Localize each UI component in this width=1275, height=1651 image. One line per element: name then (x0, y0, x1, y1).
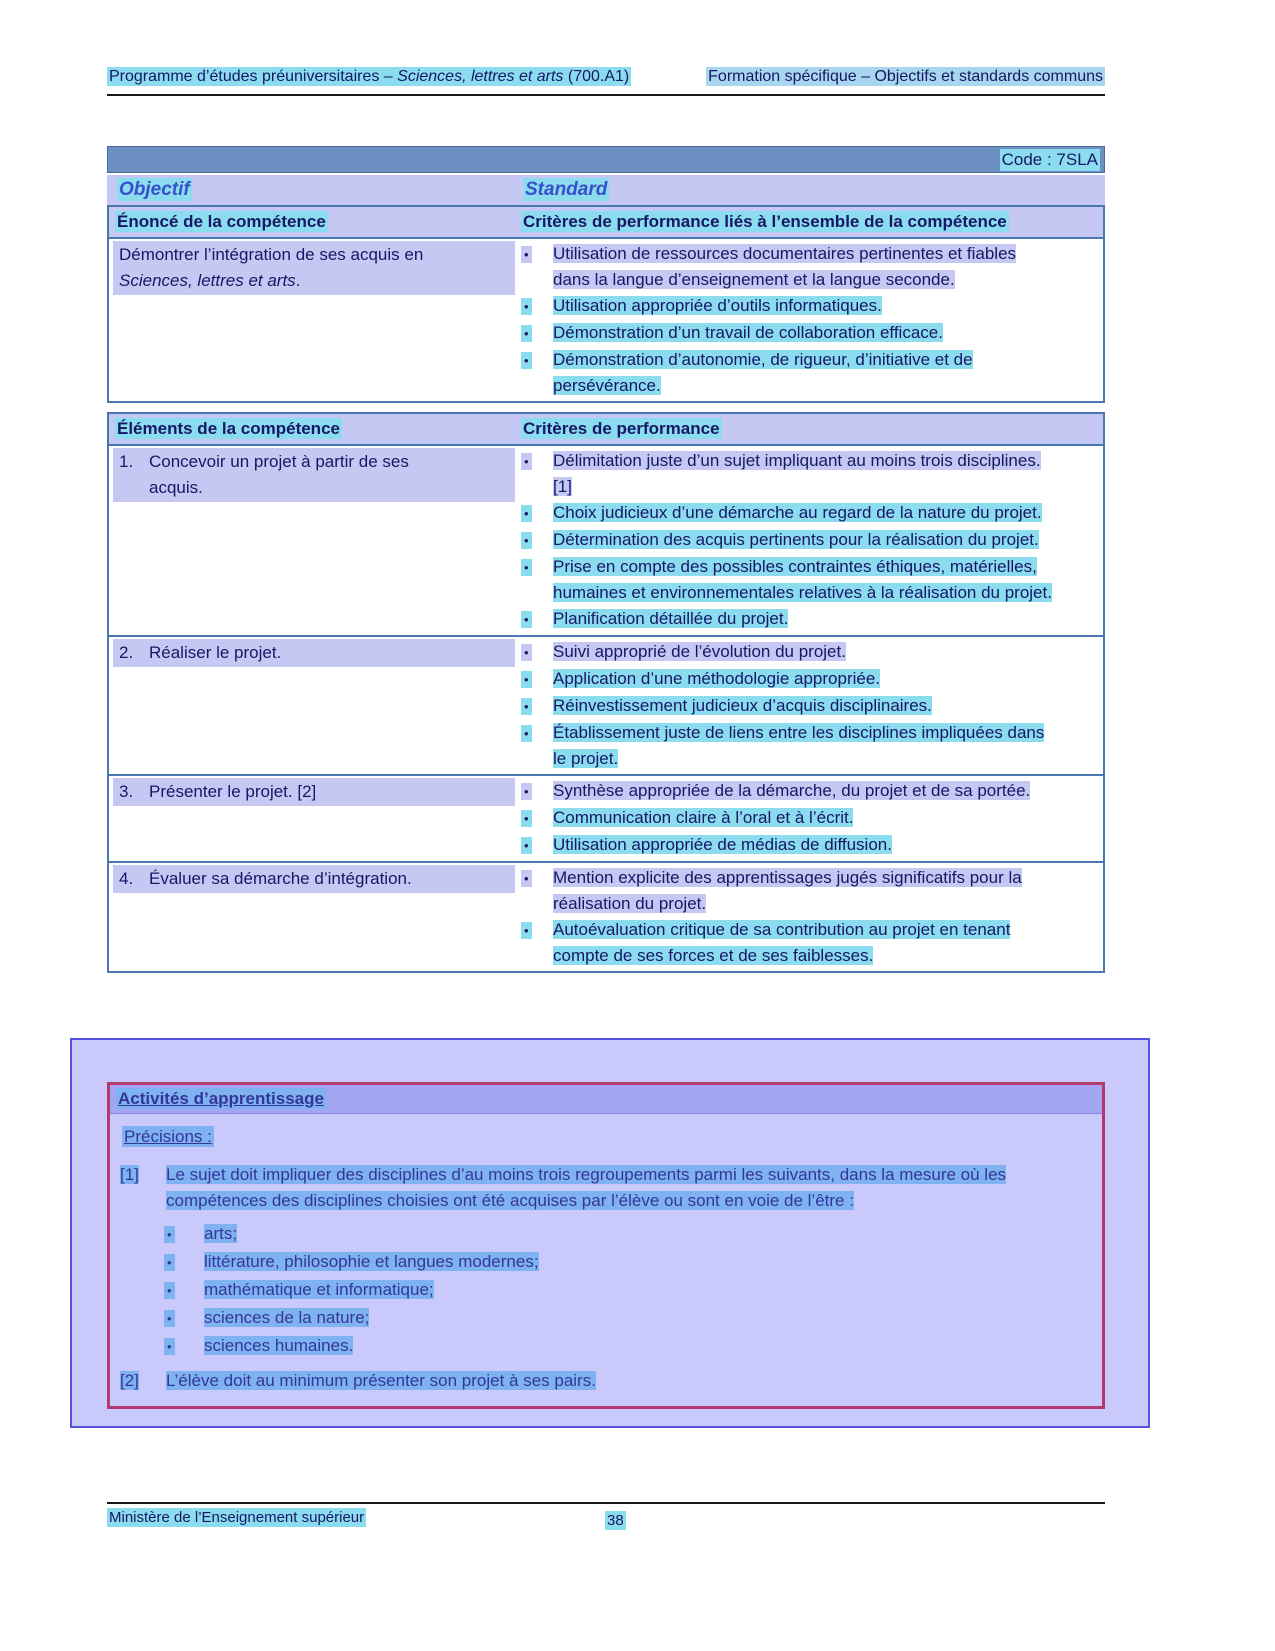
note-2 (120, 1368, 1090, 1394)
element-1-text: Concevoir un projet à partir de ses acquis. (149, 452, 409, 497)
activities-title: Activités d’apprentissage (118, 1089, 324, 1108)
note-1-marker (120, 1162, 166, 1214)
criteria-item (515, 554, 1057, 606)
header-left-title (107, 66, 631, 88)
elements-table (107, 412, 1105, 973)
criteria-text: Choix judicieux d’une démarche au regard de la nature du projet. (553, 503, 1042, 522)
code-label: Code : 7SLA (1001, 149, 1098, 169)
bullet-icon: • (515, 639, 553, 666)
criteria-item (515, 500, 1057, 527)
note-2-marker-text: [2] (120, 1371, 139, 1390)
bullet-icon: • (515, 805, 553, 832)
criteria-text: Utilisation appropriée de médias de diffusion. (553, 835, 892, 854)
competence-statement-cell (109, 239, 515, 401)
criteria-text: Démonstration d’un travail de collaboration efficace. (553, 323, 943, 342)
criteria-text: Application d’une méthodologie appropriée. (553, 669, 881, 688)
note-1 (120, 1162, 1090, 1214)
competence-statement-text (119, 242, 471, 294)
element-2-criteria-list (515, 639, 1057, 772)
header-right-text: Formation spécifique – Objectifs et standards communs (708, 68, 1103, 85)
activities-box (107, 1082, 1105, 1409)
subitem-text: littérature, philosophie et langues modernes; (204, 1252, 539, 1271)
element-row-1 (109, 446, 1103, 635)
precisions-text: Précisions : (124, 1127, 212, 1146)
page-header (107, 66, 1105, 96)
element-3-criteria-cell (515, 776, 1103, 861)
element-2-label (113, 639, 515, 667)
subitem-text: sciences humaines. (204, 1336, 354, 1355)
col-header-elements-text: Éléments de la compétence (117, 419, 340, 438)
criteria-item (515, 693, 1057, 720)
bullet-icon: • (515, 832, 553, 859)
note-2-marker (120, 1368, 166, 1394)
objectif-label: Objectif (119, 179, 190, 200)
element-1-cell (109, 446, 515, 635)
bullet-icon: • (515, 778, 553, 805)
criteria-text: Suivi approprié de l’évolution du projet. (553, 642, 846, 661)
bullet-icon: • (164, 1304, 204, 1332)
subitem (164, 1220, 1090, 1248)
col-header-criteres-ensemble (515, 207, 1103, 237)
element-3-cell (109, 776, 515, 861)
bullet-icon: • (515, 320, 553, 347)
objectif-column (107, 179, 513, 201)
criteria-text: Planification détaillée du projet. (553, 609, 789, 628)
criteria-item (515, 448, 1057, 500)
criteria-text: Mention explicite des apprentissages jugés significatifs pour la réalisation du projet. (553, 868, 1022, 913)
criteria-text: Détermination des acquis pertinents pour la réalisation du projet. (553, 530, 1039, 549)
criteria-item (515, 293, 1057, 320)
criteria-item (515, 639, 1057, 666)
subitem-text: sciences de la nature; (204, 1308, 370, 1327)
element-1-criteria-cell (515, 446, 1103, 635)
bullet-icon: • (164, 1248, 204, 1276)
note-1-marker-text: [1] (120, 1165, 139, 1184)
criteria-item (515, 805, 1057, 832)
criteria-item (515, 241, 1057, 293)
note-1-subitems (164, 1220, 1090, 1360)
bullet-icon: • (515, 554, 553, 606)
col-header-elements (109, 414, 515, 444)
subitem (164, 1332, 1090, 1360)
element-4-label (113, 865, 515, 893)
element-4-criteria-cell (515, 863, 1103, 971)
page-footer (107, 1502, 1105, 1534)
element-row-3 (109, 774, 1103, 861)
criteria-item (515, 347, 1057, 399)
code-banner (107, 146, 1105, 173)
note-1-text: Le sujet doit impliquer des disciplines d’au moins trois regroupements parmi les suivants, dans la mesure où les compétences des disciplines choisies ont été acquises par l’élève ou sont en voie de l’être : (166, 1165, 1007, 1210)
element-4-criteria-list (515, 865, 1057, 969)
statement-prefix: Démontrer l’intégration de ses acquis en (119, 245, 424, 264)
header-left-suffix: (700.A1) (563, 68, 630, 85)
criteria-text: Établissement juste de liens entre les disciplines impliquées dans le projet. (553, 723, 1045, 768)
col-header-criteres (515, 414, 1103, 444)
criteria-text: Synthèse appropriée de la démarche, du projet et de sa portée. (553, 781, 1031, 800)
col-header-enonce (109, 207, 515, 237)
bullet-icon: • (515, 865, 553, 917)
criteria-item (515, 832, 1057, 859)
subitem (164, 1276, 1090, 1304)
criteria-item (515, 720, 1057, 772)
element-2-number: 2. (119, 643, 134, 662)
criteria-item (515, 606, 1057, 633)
activities-body (110, 1114, 1102, 1406)
bullet-icon: • (164, 1332, 204, 1360)
bullet-icon: • (515, 666, 553, 693)
bullet-icon: • (515, 917, 553, 969)
col-header-criteres-text: Critères de performance (523, 419, 720, 438)
element-3-label (113, 778, 515, 806)
criteria-item (515, 666, 1057, 693)
bullet-icon: • (515, 347, 553, 399)
element-2-criteria-cell (515, 637, 1103, 774)
header-left-prefix: Programme d’études préuniversitaires – (109, 68, 398, 85)
precisions-label (122, 1124, 1090, 1150)
criteria-item (515, 865, 1057, 917)
element-3-criteria-list (515, 778, 1057, 859)
element-1-label (113, 448, 515, 502)
standard-label: Standard (525, 179, 608, 200)
activities-header (110, 1085, 1102, 1114)
criteria-item (515, 527, 1057, 554)
bullet-icon: • (515, 500, 553, 527)
criteria-text: Prise en compte des possibles contraintes éthiques, matérielles, humaines et environnementales relatives à la réalisation du projet. (553, 557, 1052, 602)
element-2-text: Réaliser le projet. (149, 643, 282, 662)
bullet-icon: • (515, 293, 553, 320)
criteria-text: Communication claire à l’oral et à l’écrit. (553, 808, 854, 827)
footer-page-number: 38 (607, 1512, 624, 1529)
header-left-highlight (107, 67, 631, 86)
bullet-icon: • (515, 693, 553, 720)
note-1-body (166, 1162, 1090, 1214)
element-1-criteria-list (515, 448, 1057, 633)
criteria-text: Autoévaluation critique de sa contribution au projet en tenant compte de ses forces et de ses faiblesses. (553, 920, 1011, 965)
competence-table (107, 205, 1105, 403)
criteria-text: Utilisation de ressources documentaires pertinentes et fiables dans la langue d’enseignement et la langue seconde. (553, 244, 1017, 289)
element-4-number: 4. (119, 869, 134, 888)
subitem (164, 1304, 1090, 1332)
header-right-title (706, 66, 1105, 88)
competence-row (109, 239, 1103, 401)
subitem (164, 1248, 1090, 1276)
bullet-icon: • (164, 1276, 204, 1304)
element-row-2 (109, 635, 1103, 774)
bullet-icon: • (164, 1220, 204, 1248)
bullet-icon: • (515, 606, 553, 633)
competence-criteria-list (515, 241, 1057, 399)
element-row-4 (109, 861, 1103, 971)
criteria-text: Délimitation juste d’un sujet impliquant au moins trois disciplines. [1] (553, 451, 1041, 496)
col-header-criteres-ensemble-text: Critères de performance liés à l’ensemble de la compétence (523, 212, 1007, 231)
note-2-text: L’élève doit au minimum présenter son projet à ses pairs. (166, 1371, 596, 1390)
bullet-icon: • (515, 448, 553, 500)
criteria-item (515, 778, 1057, 805)
competence-criteria-cell (515, 239, 1103, 401)
criteria-text: Réinvestissement judicieux d’acquis disciplinaires. (553, 696, 932, 715)
element-2-cell (109, 637, 515, 774)
standard-column (513, 179, 609, 201)
header-left-italic: Sciences, lettres et arts (397, 68, 564, 85)
competence-statement (113, 241, 515, 295)
element-1-number: 1. (119, 452, 134, 471)
bullet-icon: • (515, 720, 553, 772)
criteria-text: Démonstration d’autonomie, de rigueur, d’initiative et de persévérance. (553, 350, 973, 395)
subitem-text: mathématique et informatique; (204, 1280, 434, 1299)
element-3-text: Présenter le projet. [2] (149, 782, 317, 801)
note-2-body (166, 1368, 1090, 1394)
statement-suffix: . (295, 271, 301, 290)
element-4-cell (109, 863, 515, 971)
criteria-item (515, 320, 1057, 347)
bullet-icon: • (515, 241, 553, 293)
footer-ministry: Ministère de l’Enseignement supérieur (109, 1509, 365, 1526)
subitem-text: arts; (204, 1224, 238, 1243)
competence-table-header (109, 207, 1103, 239)
col-header-enonce-text: Énoncé de la compétence (117, 212, 326, 231)
elements-table-header (109, 414, 1103, 446)
objectif-standard-row (107, 175, 1105, 205)
criteria-item (515, 917, 1057, 969)
element-4-text: Évaluer sa démarche d’intégration. (149, 869, 412, 888)
statement-italic: Sciences, lettres et arts (119, 271, 296, 290)
element-3-number: 3. (119, 782, 134, 801)
bullet-icon: • (515, 527, 553, 554)
criteria-text: Utilisation appropriée d’outils informatiques. (553, 296, 882, 315)
